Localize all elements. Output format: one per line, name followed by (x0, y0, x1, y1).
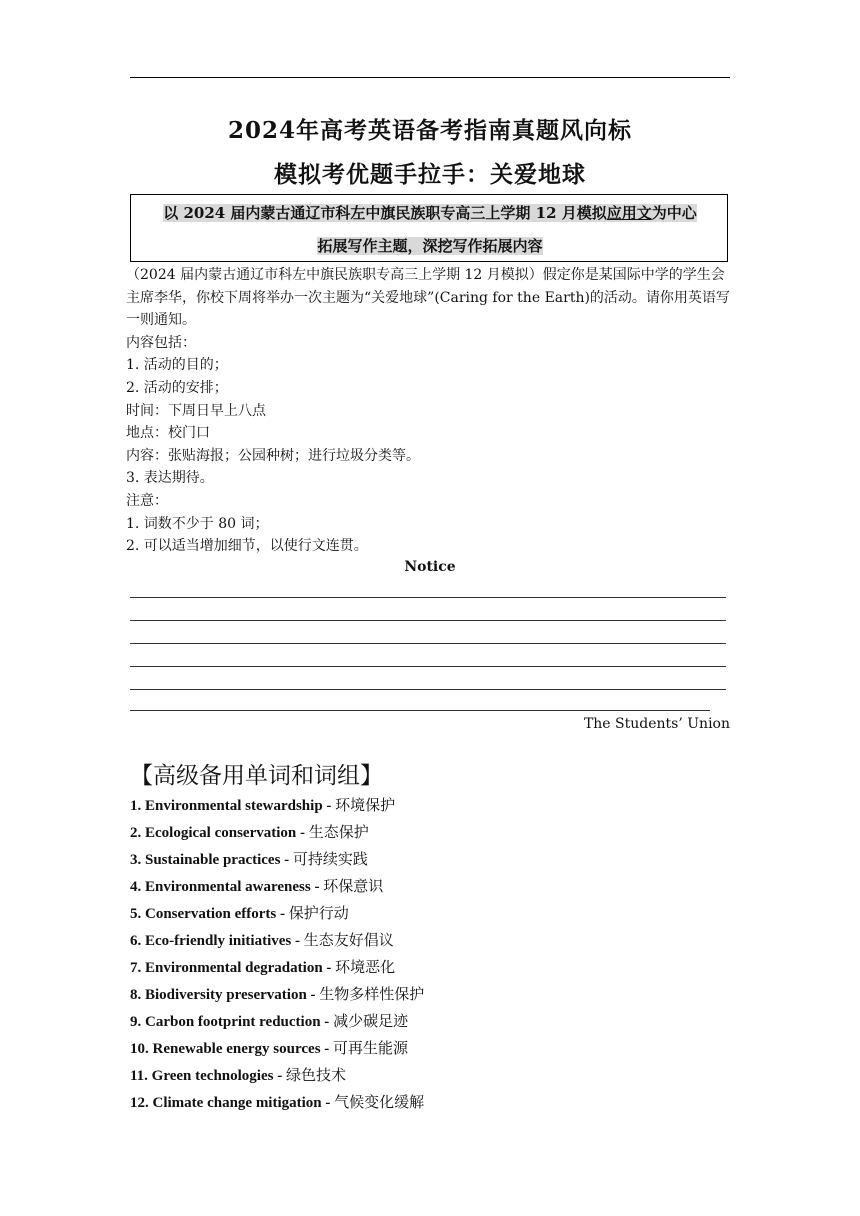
writing-line (130, 666, 726, 667)
prompt-line: 时间：下周日早上八点 (126, 402, 266, 419)
prompt-line: 地点：校门口 (126, 425, 210, 442)
topic-box-line-1-post: 为中心 (651, 204, 697, 222)
writing-line (130, 689, 726, 690)
vocab-item: 1. Environmental stewardship - 环境保护 (130, 796, 396, 814)
writing-line (130, 620, 726, 621)
signature: The Students’ Union (583, 716, 730, 732)
vocab-item: 7. Environmental degradation - 环境恶化 (130, 958, 396, 976)
prompt-line: 3. 表达期待。 (126, 470, 214, 487)
top-rule (130, 77, 730, 78)
writing-line (130, 710, 710, 711)
topic-box-line-2 (131, 235, 729, 256)
vocab-item: 11. Green technologies - 绿色技术 (130, 1066, 346, 1084)
prompt-text (126, 264, 730, 558)
prompt-line: 2. 活动的安排； (126, 379, 228, 396)
main-title: 2024年高考英语备考指南真题风向标 (227, 117, 632, 144)
vocab-item: 6. Eco-friendly initiatives - 生态友好倡议 (130, 931, 394, 949)
prompt-line: 1. 活动的目的； (126, 357, 228, 374)
topic-box-line-1 (131, 202, 729, 223)
vocab-item: 8. Biodiversity preservation - 生物多样性保护 (130, 985, 425, 1003)
prompt-line: 注意： (126, 492, 168, 509)
vocab-item: 5. Conservation efforts - 保护行动 (130, 904, 349, 922)
vocab-item: 4. Environmental awareness - 环保意识 (130, 877, 384, 895)
prompt-line: 2. 可以适当增加细节，以使行文连贯。 (126, 538, 368, 555)
notice-title: Notice (404, 559, 456, 575)
vocab-item: 12. Climate change mitigation - 气候变化缓解 (130, 1093, 425, 1111)
topic-box-line-1-underlined: 应用文 (606, 204, 652, 222)
writing-line (130, 597, 726, 598)
vocab-item: 10. Renewable energy sources - 可再生能源 (130, 1039, 409, 1057)
prompt-line: 1. 词数不少于 80 词； (126, 515, 269, 532)
vocab-heading: 【高级备用单词和词组】 (130, 763, 383, 789)
vocab-item: 2. Ecological conservation - 生态保护 (130, 823, 369, 841)
vocab-item: 3. Sustainable practices - 可持续实践 (130, 850, 368, 868)
topic-box (130, 194, 728, 262)
sub-title: 模拟考优题手拉手：关爱地球 (274, 161, 586, 188)
prompt-line: 内容包括： (126, 334, 196, 351)
topic-box-line-2-text: 拓展写作主题，深挖写作拓展内容 (317, 237, 543, 255)
vocab-list (130, 792, 730, 1116)
topic-box-line-1-pre: 以 2024 届内蒙古通辽市科左中旗民族职专高三上学期 12 月模拟 (163, 204, 607, 222)
prompt-line: 内容：张贴海报；公园种树；进行垃圾分类等。 (126, 447, 420, 464)
vocab-item: 9. Carbon footprint reduction - 减少碳足迹 (130, 1012, 409, 1030)
prompt-intro: （2024 届内蒙古通辽市科左中旗民族职专高三上学期 12 月模拟）假定你是某国际中学的学生会主席李华，你校下周将举办一次主题为“关爱地球”(Caring for the Earth)的活动。请你用英语写一则通知。 (126, 267, 730, 329)
writing-line (130, 643, 726, 644)
